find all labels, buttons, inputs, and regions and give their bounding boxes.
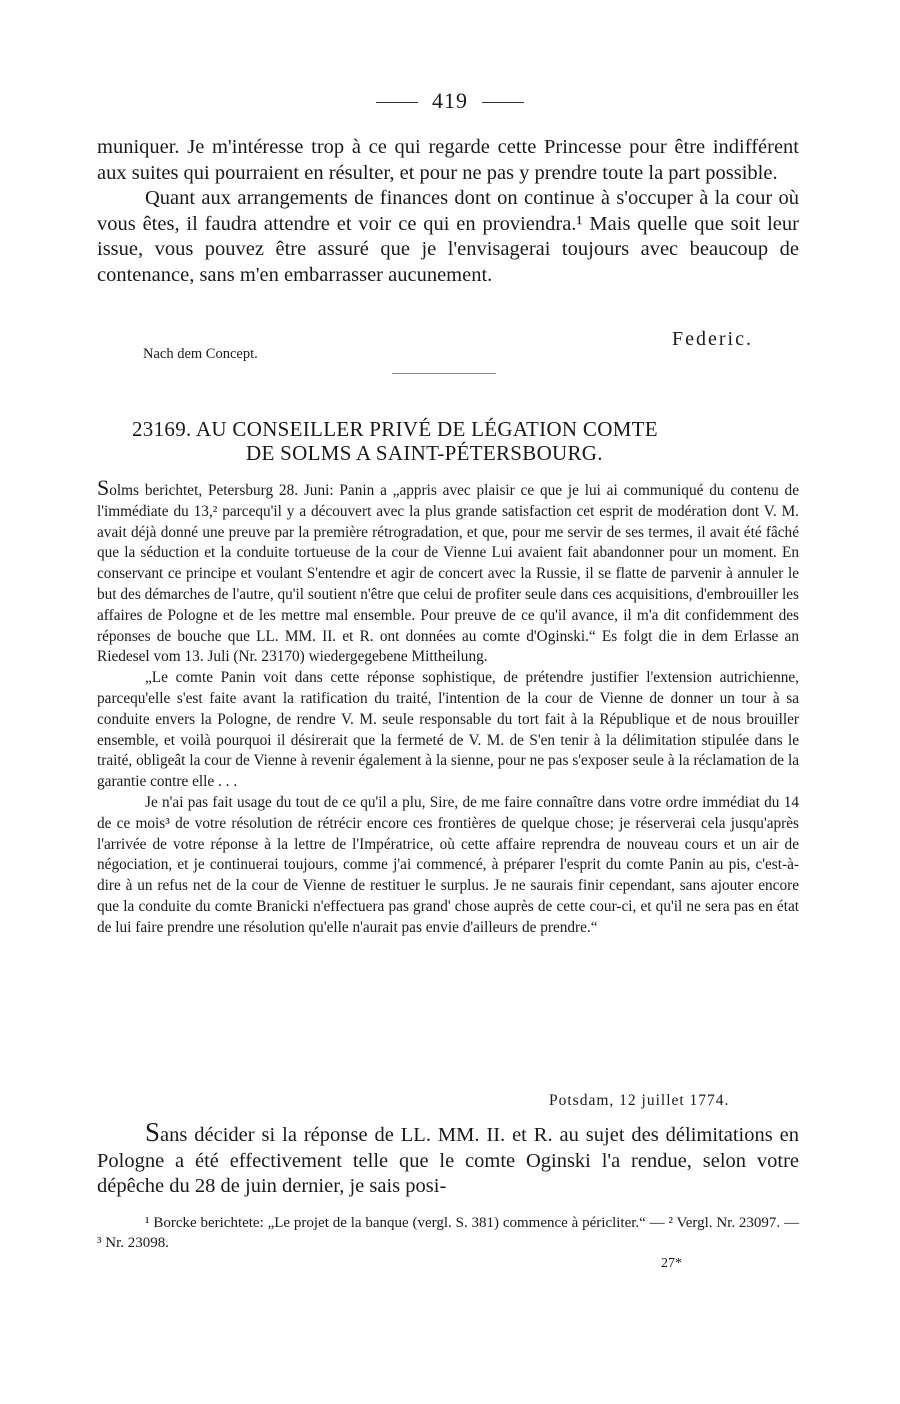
letter-body — [97, 1117, 799, 1200]
body-initial: S — [145, 1117, 161, 1147]
intro-paragraph-1: muniquer. Je m'intéresse trop à ce qui regarde cette Princesse pour être indifférent aux suites qui pourraient en résulter, et pour ne pas y prendre toute la part possible. — [97, 136, 799, 184]
page-number-line — [0, 88, 900, 114]
heading-line-1: 23169. AU CONSEILLER PRIVÉ DE LÉGATION COMTE — [132, 417, 658, 441]
drop-initial: S — [97, 475, 110, 500]
heading-line-2: DE SOLMS A SAINT-PÉTERSBOURG. — [246, 441, 603, 465]
report-paragraph-1-text: olms berichtet, Petersburg 28. Juni: Panin a „appris avec plaisir ce que je lui ai communiqué du contenu de l'immédiate du 13,² parcequ'il y a découvert avec la plus grande satisfaction cet esprit de modération dont V. M. avait déjà donné une preuve par la première rétrogradation, et que, pour me servir de ses termes, il avait été fâché que la séduction et la conduite tortueuse de la cour de Vienne Lui avaient fait abandonner pour un moment. En conservant ce principe et voulant S'entendre et agir de concert avec la Russie, il se flatte de parvenir à annuler le but des démarches de l'autre, qu'il soutient n'être que celui de profiter seule dans ces acquisitions, d'embrouiller les affaires de Pologne et de les mettre mal ensemble. Pour preuve de ce qu'il avance, il m'a dit confidemment des réponses de bouche que LL. MM. II. et R. ont données au comte d'Oginski.“ Es folgt die in dem Erlasse an Riedesel vom 13. Juli (Nr. 23170) wiedergegebene Mittheilung. — [97, 482, 799, 666]
intro-paragraph-2: Quant aux arrangements de finances dont on continue à s'occuper à la cour où vous êtes, il faudra attendre et voir ce qui en proviendra.¹ Mais quelle que soit leur issue, vous pouvez être assuré que je l'envisagerai toujours avec beaucoup de contenance, sans m'en embarrasser aucunement. — [97, 187, 799, 286]
footnote-text: ¹ Borcke berichtete: „Le projet de la banque (vergl. S. 381) commence à péricliter.“ — ² Vergl. Nr. 23097. — ³ Nr. 23098. — [97, 1215, 799, 1251]
report-paragraph-1 — [97, 475, 799, 668]
report-paragraph-2: „Le comte Panin voit dans cette réponse sophistique, de prétendre justifier l'extension autrichienne, parcequ'elle s'est faite avant la ratification du traité, l'intention de la cour de Vienne de donner un tour à sa conduite envers la Pologne, de rendre V. M. seule responsable du tort fait à la République et de nous brouiller ensemble, et voilà pourquoi il désirerait que la fermeté de V. M. de S'en tenir à la délimitation stipulée dans le traité, obligeât la cour de Vienne à revenir également à la sienne, pour ne pas s'exposer seule à la réclamation de la garantie contre elle . . . — [97, 669, 799, 791]
divider-left — [376, 102, 418, 103]
divider-right — [482, 102, 524, 103]
letter-body-paragraph — [97, 1117, 799, 1200]
report-text — [97, 475, 799, 939]
report-paragraph-3: Je n'ai pas fait usage du tout de ce qu'il a plu, Sire, de me faire connaître dans votre ordre immédiat du 14 de ce mois³ de votre résolution de rétrécir encore ces frontières de quelque chose; je réserverai cela jusqu'après l'arrivée de votre réponse à la lettre de l'Impératrice, où cette affaire reprendra de nouveau cours et un air de négociation, et je continuerai toujours, comme j'ai commencé, à préparer l'esprit du comte Panin au pis, c'est-à-dire à un refus net de la cour de Vienne de restituer le surplus. Je ne saurais finir cependant, sans ajouter encore que la conduite du comte Branicki n'effectuera pas grand' chose auprès de cette cour-ci, et qu'il ne sera pas en état de lui faire prendre une résolution qu'elle n'aurait pas envie d'ailleurs de prendre.“ — [97, 793, 799, 936]
sheet-signature-mark: 27* — [661, 1256, 682, 1271]
page-number: 419 — [432, 88, 468, 113]
letter-body-text: ans décider si la réponse de LL. MM. II. et R. au sujet des délimitations en Pologne a été effectivement telle que le comte Oginski l'a rendue, selon votre dépêche du 28 de juin dernier, je sais posi- — [97, 1124, 799, 1198]
letter-heading — [97, 417, 799, 465]
source-note: Nach dem Concept. — [143, 346, 258, 362]
intro-text — [97, 135, 799, 289]
section-separator — [392, 373, 496, 374]
place-date: Potsdam, 12 juillet 1774. — [549, 1092, 730, 1109]
footnotes — [97, 1213, 799, 1253]
signature: Federic. — [672, 328, 753, 350]
